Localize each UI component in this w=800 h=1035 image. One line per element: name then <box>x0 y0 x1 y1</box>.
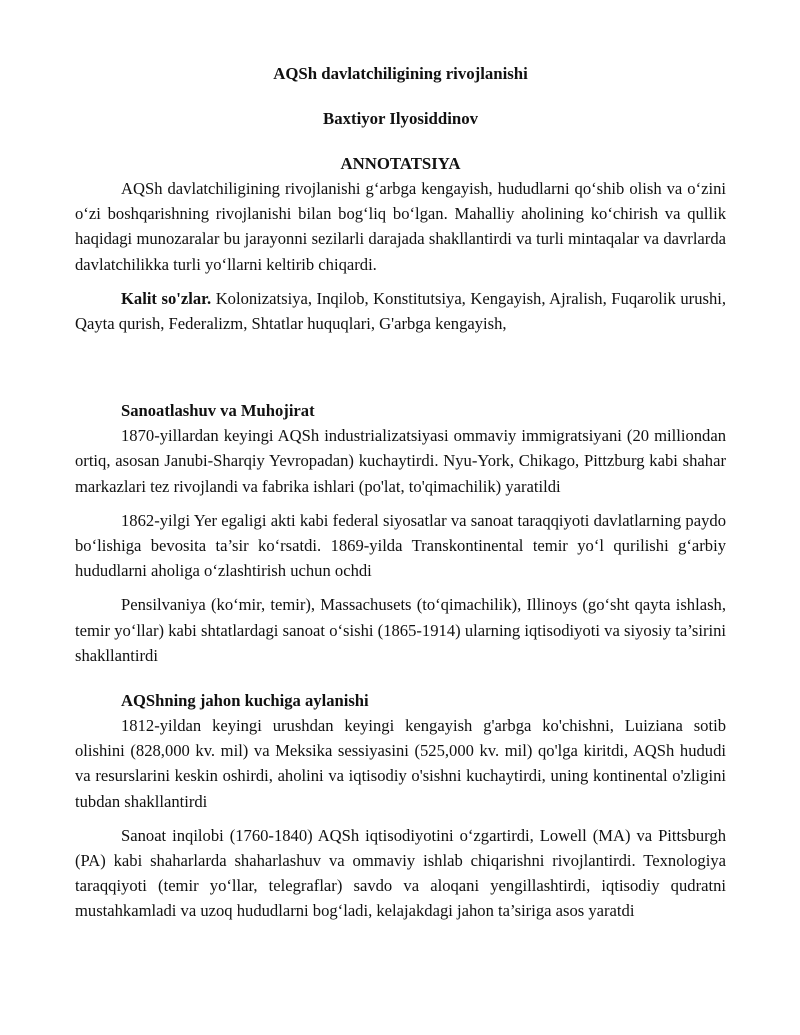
keywords-label: Kalit so'zlar. <box>121 288 212 308</box>
section-paragraph: 1870-yillardan keyingi AQSh industrializatsiyasi ommaviy immigratsiyani (20 milliondan ortiq, asosan Janubi-Sharqiy Yevropadan) kuchaytirdi. Nyu-York, Chikago, Pittzburg kabi shahar markazlari tez rivojlandi va fabrika ishlari (po'lat, to'qimachilik) yaratildi <box>75 426 726 496</box>
section-heading-industrialization: Sanoatlashuv va Muhojirat <box>121 401 315 421</box>
keywords-text: Kolonizatsiya, Inqilob, Konstitutsiya, Kengayish, Ajralish, Fuqarolik urushi, Qayta qurish, Federalizm, Shtatlar huquqlari, G'arbga kengayish, <box>75 288 726 334</box>
document-title: AQSh davlatchiligining rivojlanishi <box>273 64 528 83</box>
section-paragraph: 1862-yilgi Yer egaligi akti kabi federal siyosatlar va sanoat taraqqiyoti davlatlarning paydo bo‘lishiga bevosita ta’sir ko‘rsatdi. 1869-yilda Transkontinental temir yo‘l qurilishi g‘arbiy hududlarni aholiga o‘zlashtirish uchun ochdi <box>75 510 726 581</box>
abstract-heading: ANNOTATSIYA <box>340 154 461 173</box>
abstract-paragraph: AQSh davlatchiligining rivojlanishi g‘arbga kengayish, hududlarni qo‘shib olish va o‘zini o‘zi boshqarishning rivojlanishi bilan bog‘liq bo‘lgan. Mahalliy aholining ko‘chirish va qullik haqidagi munozaralar bu jarayonni sezilarli darajada shakllantirdi va turli mintaqalar va davrlarda davlatchilikka turli yo‘llarni keltirib chiqardi. <box>75 179 726 274</box>
section-paragraph: 1812-yildan keyingi urushdan keyingi kengayish g'arbga ko'chishni, Luiziana sotib olishini (828,000 kv. mil) va Meksika sessiyasini (525,000 kv. mil) qo'lga kiritdi, AQSh hududi va resurslarini keskin oshirdi, aholini va iqtisodiy o'sishni kuchaytirdi, uning kontinental o'zligini tubdan shakllantirdi <box>75 716 726 811</box>
keywords-paragraph <box>75 286 726 336</box>
author-name: Baxtiyor Ilyosiddinov <box>323 109 478 128</box>
document-page <box>75 62 726 924</box>
section-paragraph: Sanoat inqilobi (1760-1840) AQSh iqtisodiyotini o‘zgartirdi, Lowell (MA) va Pittsburgh (PA) kabi shaharlarda shaharlashuv va ommaviy ishlab chiqarishni rivojlantirdi. Texnologiya taraqqiyoti (temir yo‘llar, telegraflar) savdo va aloqani yengillashtirdi, iqtisodiy qudratni mustahkamladi va uzoq hududlarni bog‘ladi, kelajakdagi jahon ta’siriga asos yaratdi <box>75 825 726 921</box>
section-paragraph: Pensilvaniya (ko‘mir, temir), Massachusets (to‘qimachilik), Illinoys (go‘sht qayta ishlash, temir yo‘llar) kabi shtatlardagi sanoat o‘sishi (1865-1914) ularning iqtisodiyoti va siyosiy ta’sirini shakllantirdi <box>75 595 726 665</box>
section-heading-world-power: AQShning jahon kuchiga aylanishi <box>121 691 369 711</box>
